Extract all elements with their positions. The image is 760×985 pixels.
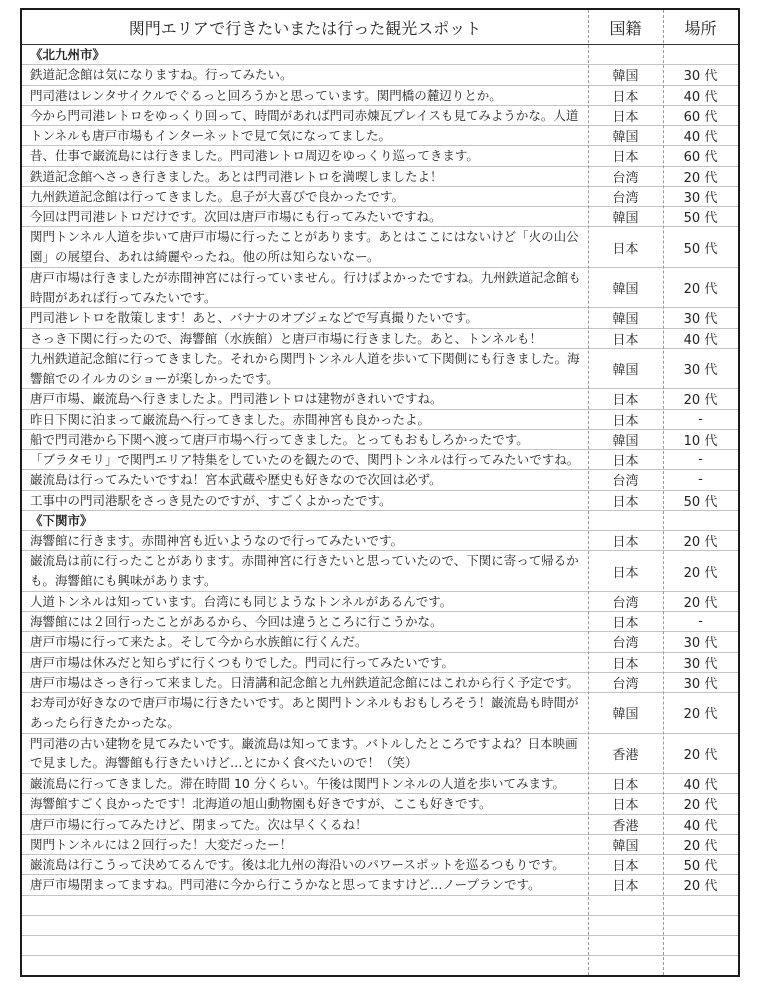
age-cell: 10 代 [683,433,718,449]
comment-cell [22,632,588,651]
age-cell: 20 代 [683,393,718,409]
comment-cell [22,308,588,327]
comment-cell [22,592,588,611]
comment-line: で見ました。海響館も行きたいけど…とにかく食べたいので！（笑） [30,755,418,771]
empty-cell [663,936,738,955]
nationality-cell: 台湾 [612,595,639,611]
section-row-kitakyushu [22,45,738,65]
age-cell: 20 代 [683,879,718,895]
nationality-cell: 韓国 [612,707,639,723]
comment-line: も。海響館にも興味があります。 [30,573,217,588]
comment-line: 唐戸市場に行ってみたけど、閉まってた。次は早くくるね！ [30,816,368,832]
comment-line: あったら行きたかったな。 [30,714,180,730]
age-cell: 30 代 [683,190,718,206]
comment-line: 九州鉄道記念館は行ってきました。息子が大喜びで良かったです。 [30,188,405,204]
comment-cell [22,86,588,105]
nationality-cell: 韓国 [612,282,639,297]
comment-line: 門司港の古い建物を見てみたいです。巌流島は知ってます。バトルしたところですよね？日本映画 [30,735,578,751]
comment-line: 巌流島は前に行ったことがあります。赤間神宮に行きたいと思っていたので、下関に寄って帰るか [30,553,579,569]
table-row [22,308,738,328]
nationality-cell: 日本 [612,565,639,581]
comment-line: 唐戸市場は行きましたが赤間神宮には行っていません。行けばよかったですね。九州鉄道記念館も [30,269,581,285]
table-row [22,268,738,309]
column-divider [663,10,664,975]
comment-cell [22,65,588,84]
age-cell: 40 代 [683,818,718,834]
age-cell: 30 代 [683,363,718,378]
header-spot-cell [22,10,588,44]
comment-cell [22,875,588,894]
age-cell: 30 代 [683,636,718,652]
nationality-cell: 日本 [612,494,639,510]
table-row [22,875,738,895]
age-cell: 20 代 [683,798,718,814]
table-row [22,815,738,835]
age-cell: 40 代 [683,332,718,348]
nationality-cell: 日本 [612,454,639,470]
comment-line: 巌流島に行ってきました。滞在時間 10 分くらい。午後は関門トンネルの人道を歩いてみます。 [30,776,565,791]
comment-cell [22,126,588,145]
comment-cell [22,106,588,125]
empty-cell [22,936,588,955]
age-cell: 20 代 [683,535,718,551]
comment-cell [22,855,588,874]
table-row [22,673,738,693]
table-row [22,531,738,551]
column-divider [588,10,589,975]
comment-line: 工事中の門司港駅をさっき見たのですが、すごくよかったです。 [30,492,392,508]
header-nationality: 国籍 [609,18,642,38]
section-cell [22,511,588,530]
age-cell: 20 代 [683,565,718,581]
table-row [22,430,738,450]
age-cell: 60 代 [683,109,718,125]
comment-cell [22,835,588,854]
nationality-cell: 日本 [612,798,639,814]
comment-line: 今から門司港レトロをゆっくり回って、時間があれば門司赤煉瓦プレイスも見てみようかな。人道 [30,107,579,123]
nationality-cell: 日本 [612,859,639,875]
age-cell: 30 代 [683,69,718,85]
comment-cell [22,491,588,510]
comment-cell [22,389,588,408]
age-cell: 30 代 [683,312,718,328]
nationality-cell: 日本 [612,150,639,166]
table-row [22,653,738,673]
comment-cell [22,430,588,449]
age-cell: 40 代 [683,130,718,146]
comment-line: 海響館すごく良かったです！北海道の旭山動物園も好きですが、ここも好きです。 [30,796,492,812]
comment-cell [22,734,588,774]
nationality-cell: 韓国 [612,130,639,146]
section-row-shimonoseki [22,511,738,531]
comment-line: 唐戸市場、巌流島へ行きましたよ。門司港レトロは建物がきれいですね。 [30,391,443,407]
comment-line: 唐戸市場閉まってますね。門司港に今から行こうかなと思ってますけど…ノープランです。 [30,877,541,893]
nationality-cell: 台湾 [612,190,639,206]
comment-line: 海響館には２回行ったことがあるから、今回は違うところに行こうかな。 [30,614,443,629]
comment-cell [22,349,588,389]
comment-cell [22,551,588,591]
comment-cell [22,187,588,206]
survey-table [20,8,740,977]
comment-line: 船で門司港から下関へ渡って唐戸市場へ行ってきました。とってもおもしろかったです。 [30,431,529,447]
nationality-cell: 香港 [612,747,639,763]
comment-line: 今回は門司港レトロだけです。次回は唐戸市場にも行ってみたいですね。 [30,209,442,224]
header-spot-label: 関門エリアで行きたいまたは行った観光スポット [128,18,482,38]
table-row [22,167,738,187]
table-row [22,551,738,592]
comment-cell [22,774,588,793]
comment-cell [22,653,588,672]
table-row [22,126,738,146]
empty-cell [663,956,738,975]
empty-row [22,956,738,975]
table-row [22,632,738,652]
empty-cell [588,511,663,530]
nationality-cell: 台湾 [612,474,639,490]
table-row [22,450,738,470]
comment-line: 海響館に行きます。赤間神宮も近いようなので行ってみたいです。 [30,533,404,548]
nationality-cell: 韓国 [612,211,639,227]
table-row [22,410,738,430]
comment-line: 関門トンネルには２回行った！大変だったー！ [30,836,293,852]
table-row [22,65,738,85]
empty-cell [663,45,738,64]
comment-line: 唐戸市場はさっき行って来ました。日清講和記念館と九州鉄道記念館にはこれから行く予定です。 [30,674,580,690]
age-cell: 20 代 [683,707,718,723]
comment-line: さっき下関に行ったので、海響館（水族館）と唐戸市場に行きました。あと、トンネルも！ [30,330,542,346]
comment-cell [22,794,588,813]
age-cell: 60 代 [683,150,718,166]
nationality-cell: 日本 [612,535,639,551]
nationality-cell: 日本 [612,656,639,672]
table-row [22,86,738,106]
empty-cell [22,956,588,975]
nationality-cell: 日本 [612,332,639,348]
comment-line: トンネルも唐戸市場もインターネットで見て気になってました。 [30,128,392,143]
comment-line: 人道トンネルは知っています。台湾にも同じようなトンネルがあるんです。 [30,593,453,609]
table-row [22,794,738,814]
nationality-cell: 日本 [612,393,639,409]
comment-line: 唐戸市場に行って来たよ。そして今から水族館に行くんだ。 [30,634,368,650]
comment-line: 巌流島は行ってみたいですね！宮本武蔵や歴史も好きなので次回は必ず。 [30,472,442,488]
empty-cell [588,916,663,935]
empty-row [22,916,738,936]
empty-cell [663,511,738,530]
table-row [22,491,738,511]
table-row [22,329,738,349]
table-row [22,389,738,409]
comment-cell [22,612,588,631]
empty-cell [588,956,663,975]
age-cell: 50 代 [683,494,718,510]
table-row [22,349,738,390]
age-cell: - [698,614,703,630]
table-row [22,227,738,268]
nationality-cell: 日本 [612,109,639,125]
comment-line: 昔、仕事で巌流島には行きました。門司港レトロ周辺をゆっくり巡ってきます。 [30,148,479,164]
comment-line: 園」の展望台、あれは綺麗やったね。他の所は知らないなー。 [30,249,380,264]
table-row [22,187,738,207]
nationality-cell: 台湾 [612,636,639,652]
table-row [22,835,738,855]
age-cell: 30 代 [683,676,718,692]
age-cell: 20 代 [683,282,718,297]
age-cell: 50 代 [683,241,718,257]
comment-line: 鉄道記念館へさっき行きました。あとは門司港レトロを満喫しましたよ！ [30,168,443,184]
nationality-cell: 日本 [612,241,639,257]
section-title: 《下関市》 [30,512,93,528]
comment-cell [22,470,588,489]
comment-line: 昨日下関に泊まって巌流島へ行ってきました。赤間神宮も良かったよ。 [30,411,431,427]
nationality-cell: 韓国 [612,363,639,378]
nationality-cell: 台湾 [612,170,639,186]
table-header [22,10,738,45]
empty-cell [663,896,738,915]
age-cell: 50 代 [683,859,718,875]
nationality-cell: 台湾 [612,676,639,692]
comment-line: 巌流島は行こうって決めてるんです。後は北九州の海沿いのパワースポットを巡るつもりです。 [30,857,565,872]
age-cell: 40 代 [683,89,718,105]
section-cell [22,45,588,64]
comment-cell [22,410,588,429]
age-cell: - [698,472,703,488]
age-cell: - [698,452,703,468]
table-row [22,470,738,490]
table-row [22,734,738,775]
comment-cell [22,815,588,834]
nationality-cell: 日本 [612,778,639,794]
empty-cell [588,896,663,915]
table-row [22,106,738,126]
table-row [22,855,738,875]
header-age: 場所 [684,18,717,38]
comment-line: 門司港はレンタサイクルでぐるっと回ろうかと思っています。関門橋の麓辺りとか。 [30,87,502,103]
age-cell: 20 代 [683,170,718,186]
comment-cell [22,329,588,348]
table-row [22,207,738,227]
nationality-cell: 日本 [612,89,639,105]
comment-cell [22,531,588,550]
empty-cell [663,916,738,935]
comment-line: 時間があれば行ってみたいです。 [30,289,217,305]
comment-cell [22,673,588,692]
nationality-cell: 日本 [612,879,639,895]
nationality-cell: 香港 [612,818,639,834]
comment-cell [22,268,588,308]
nationality-cell: 韓国 [612,838,639,854]
nationality-cell: 韓国 [612,433,639,449]
empty-cell [22,896,588,915]
comment-line: 「ブラタモリ」で関門エリア特集をしていたのを観たので、関門トンネルは行ってみたいですね。 [30,452,580,467]
comment-cell [22,693,588,733]
section-title: 《北九州市》 [30,47,106,62]
age-cell: 20 代 [683,595,718,611]
comment-line: 九州鉄道記念館に行ってきました。それから関門トンネル人道を歩いて下関側にも行きました。海 [30,350,580,366]
comment-line: お寿司が好きなので唐戸市場に行きたいです。あと関門トンネルもおもしろそう！巌流島も時間が [30,695,579,710]
comment-cell [22,167,588,186]
empty-cell [22,916,588,935]
age-cell: - [698,411,703,427]
comment-cell [22,227,588,267]
table-row [22,146,738,166]
table-row [22,592,738,612]
empty-cell [588,45,663,64]
age-cell: 40 代 [683,778,718,794]
comment-cell [22,207,588,226]
comment-line: 鉄道記念館は気になりますね。行ってみたい。 [30,67,293,83]
empty-cell [588,936,663,955]
empty-row [22,936,738,956]
nationality-cell: 日本 [612,413,639,429]
age-cell: 20 代 [683,747,718,763]
nationality-cell: 韓国 [612,69,639,85]
comment-line: 関門トンネル人道を歩いて唐戸市場に行ったことがあります。あとはここにはないけど「火の山公 [30,229,579,245]
nationality-cell: 日本 [612,616,639,632]
comment-line: 門司港レトロを散策します！あと、バナナのオブジェなどで写真撮りたいです。 [30,310,478,326]
age-cell: 20 代 [683,838,718,854]
empty-row [22,896,738,916]
age-cell: 50 代 [683,211,718,227]
table-row [22,693,738,734]
table-row [22,774,738,794]
age-cell: 30 代 [683,656,718,672]
comment-cell [22,146,588,165]
comment-cell [22,450,588,469]
comment-line: 唐戸市場は休みだと知らずに行くつもりでした。門司に行ってみたいです。 [30,654,455,670]
table-row [22,612,738,632]
nationality-cell: 韓国 [612,312,639,328]
comment-line: 響館でのイルカのショーが楽しかったです。 [30,370,279,386]
